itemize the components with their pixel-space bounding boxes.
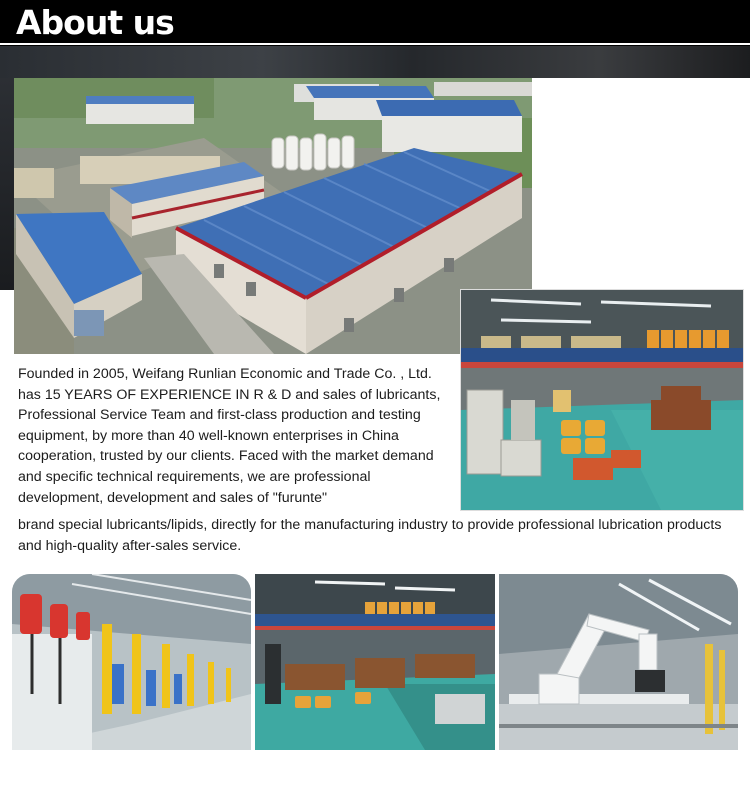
page-title: About us xyxy=(16,3,174,42)
warehouse-floor-photo xyxy=(255,574,495,750)
factory-aerial-photo xyxy=(14,78,532,354)
background-banner xyxy=(0,46,750,78)
page-header xyxy=(0,0,750,46)
production-line-photo xyxy=(12,574,251,750)
background-banner-left xyxy=(0,78,14,290)
about-paragraph: Founded in 2005, Weifang Runlian Economic and Trade Co. , Ltd. has 15 YEARS OF EXPERIENCE IN R & D and sales of lubricants, Professional Service Team and first-class production and testing equipment, by more than 40 well-known enterprises in China cooperation, trusted by our clients. Faced with the market demand and specific technical requirements, we are professional development, development and sales of "furunte" xyxy=(18,366,441,506)
robotic-arm-photo xyxy=(499,574,738,750)
about-paragraph-continued: brand special lubricants/lipids, directly for the manufacturing industry to provide professional lubrication products and high-quality after-sales service. xyxy=(18,517,722,554)
header-divider xyxy=(0,43,750,45)
warehouse-interior-photo xyxy=(460,289,744,511)
